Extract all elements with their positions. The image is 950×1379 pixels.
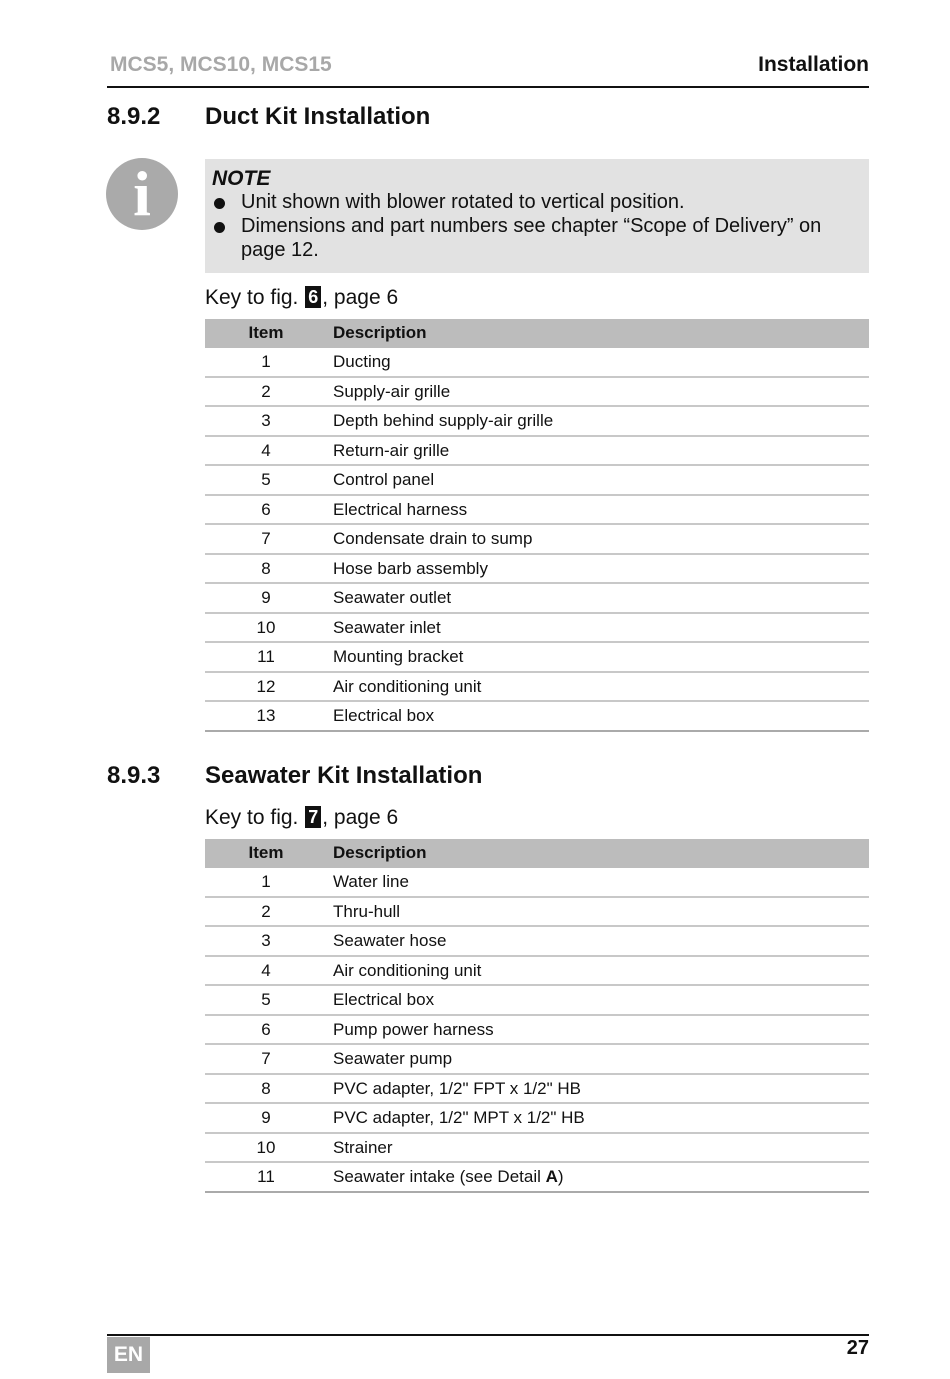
table-row xyxy=(205,643,869,673)
section-heading-seawater-kit xyxy=(107,762,807,792)
item-number: 1 xyxy=(261,872,271,891)
item-number: 11 xyxy=(257,647,275,666)
seawater-kit-table xyxy=(205,839,869,1193)
note-title: NOTE xyxy=(212,167,271,190)
bullet-dot xyxy=(214,198,225,209)
item-number: 4 xyxy=(261,440,271,460)
item-description: Seawater hose xyxy=(333,931,447,950)
item-description: Depth behind supply-air grille xyxy=(333,411,554,430)
table-row xyxy=(205,673,869,703)
item-number: 11 xyxy=(257,1167,275,1186)
table-header xyxy=(205,319,869,348)
figure-key-caption: Key to fig. 6 , page 6 xyxy=(205,286,399,309)
item-number: 6 xyxy=(261,1019,271,1039)
bullet-dot xyxy=(214,222,225,233)
item-description: Electrical harness xyxy=(333,499,468,519)
item-description: Pump power harness xyxy=(333,1019,494,1039)
item-number: 7 xyxy=(261,1049,271,1068)
figure-number-badge: 6 xyxy=(305,286,321,308)
item-number: 9 xyxy=(261,588,271,607)
table-row xyxy=(205,348,869,378)
item-description: Seawater intake (see Detail A) xyxy=(333,1167,564,1186)
item-number: 3 xyxy=(261,411,271,430)
figure-key-caption: Key to fig. 7 , page 6 xyxy=(205,806,399,829)
item-description: Return-air grille xyxy=(333,440,450,460)
item-description: Strainer xyxy=(333,1137,393,1157)
item-number: 4 xyxy=(261,960,271,980)
item-description: PVC adapter, 1/2" FPT x 1/2" HB xyxy=(333,1078,581,1098)
item-description: Supply-air grille xyxy=(333,381,451,401)
column-header: Item xyxy=(248,323,284,342)
product-models: MCS5, MCS10, MCS15 xyxy=(110,53,332,76)
language-badge: EN xyxy=(107,1337,150,1373)
info-icon: i xyxy=(106,158,178,230)
table-row xyxy=(205,957,869,987)
item-description: Electrical box xyxy=(333,706,435,725)
item-number: 13 xyxy=(256,706,276,725)
note-bullet: Dimensions and part numbers see chapter “Scope of Delivery” on page 12. xyxy=(212,214,852,262)
table-row xyxy=(205,525,869,555)
item-description: Seawater inlet xyxy=(333,617,441,637)
table-row xyxy=(205,868,869,898)
item-description: Air conditioning unit xyxy=(333,676,482,696)
item-number: 8 xyxy=(261,1078,271,1098)
table-row xyxy=(205,1045,869,1075)
item-description: Control panel xyxy=(333,470,435,489)
table-row xyxy=(205,1075,869,1105)
item-number: 5 xyxy=(261,990,271,1009)
item-number: 2 xyxy=(261,901,271,921)
table-row xyxy=(205,702,869,732)
item-number: 10 xyxy=(256,1137,276,1157)
section-heading-duct-kit xyxy=(107,103,807,133)
item-description: Mounting bracket xyxy=(333,647,464,666)
item-description: Seawater pump xyxy=(333,1049,453,1068)
item-number: 1 xyxy=(261,352,271,371)
table-row xyxy=(205,927,869,957)
section-number: 8.9.2 xyxy=(107,103,161,130)
column-header: Item xyxy=(248,843,284,862)
table-row xyxy=(205,555,869,585)
column-header: Description xyxy=(333,843,427,862)
table-row xyxy=(205,1163,869,1193)
table-row xyxy=(205,407,869,437)
column-header: Description xyxy=(333,323,427,342)
section-title: Seawater Kit Installation xyxy=(205,762,483,789)
item-description: Ducting xyxy=(333,352,391,371)
page-header xyxy=(107,52,869,88)
item-number: 10 xyxy=(256,617,276,637)
item-description: Seawater outlet xyxy=(333,588,452,607)
table-row xyxy=(205,584,869,614)
item-number: 2 xyxy=(261,381,271,401)
item-number: 9 xyxy=(261,1108,271,1127)
note-bullet: Unit shown with blower rotated to vertical position. xyxy=(212,190,852,214)
table-row xyxy=(205,1134,869,1164)
figure-number-badge: 7 xyxy=(305,806,321,828)
item-number: 5 xyxy=(261,470,271,489)
item-number: 6 xyxy=(261,499,271,519)
table-row xyxy=(205,437,869,467)
duct-kit-table xyxy=(205,319,869,732)
table-row xyxy=(205,378,869,408)
page-number: 27 xyxy=(846,1337,869,1359)
table-row xyxy=(205,986,869,1016)
table-header xyxy=(205,839,869,868)
item-description: Electrical box xyxy=(333,990,435,1009)
item-description: Thru-hull xyxy=(333,901,401,921)
footer-divider xyxy=(107,1334,869,1336)
item-number: 12 xyxy=(256,676,276,696)
table-row xyxy=(205,898,869,928)
table-row xyxy=(205,1016,869,1046)
chapter-name: Installation xyxy=(758,53,869,76)
item-description: Hose barb assembly xyxy=(333,558,488,578)
item-number: 7 xyxy=(261,529,271,548)
table-row xyxy=(205,496,869,526)
table-row xyxy=(205,466,869,496)
section-title: Duct Kit Installation xyxy=(205,103,431,130)
item-description: Condensate drain to sump xyxy=(333,529,533,548)
section-number: 8.9.3 xyxy=(107,762,161,789)
table-row xyxy=(205,614,869,644)
item-number: 3 xyxy=(261,931,271,950)
item-description: PVC adapter, 1/2" MPT x 1/2" HB xyxy=(333,1108,585,1127)
table-row xyxy=(205,1104,869,1134)
item-number: 8 xyxy=(261,558,271,578)
item-description: Air conditioning unit xyxy=(333,960,482,980)
item-description: Water line xyxy=(333,872,409,891)
note-box xyxy=(205,159,869,273)
